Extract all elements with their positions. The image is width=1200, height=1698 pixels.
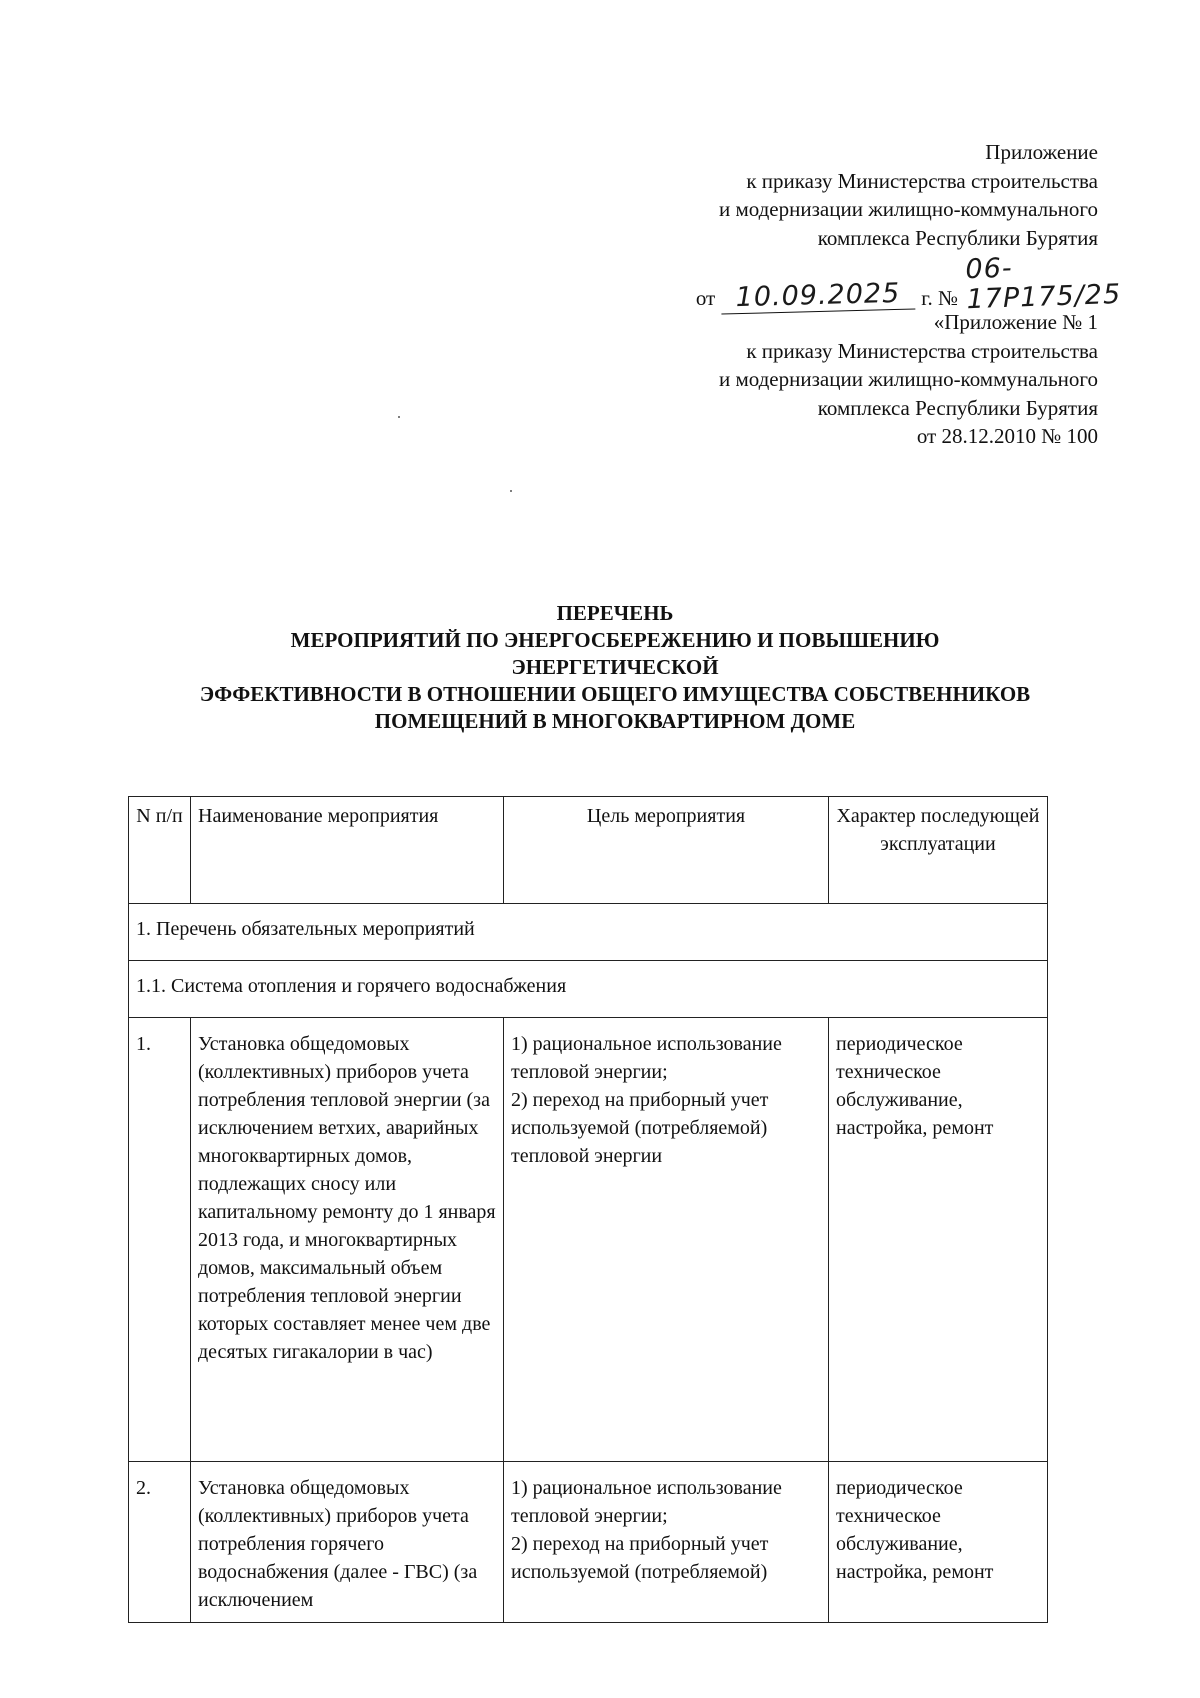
column-header-character: Характер последующей эксплуатации [829, 797, 1048, 904]
subsection-title: 1.1. Система отопления и горячего водоснабжения [129, 961, 1048, 1018]
document-title [100, 600, 1130, 735]
order-date-number-line [695, 252, 1122, 316]
goal-item: 1) рациональное использование тепловой энергии; [511, 1477, 782, 1527]
handwritten-order-number: 06-17Р175/25 [964, 252, 1122, 316]
title-line: ЭНЕРГЕТИЧЕСКОЙ [511, 655, 719, 679]
row-character: периодическое техническое обслуживание, настройка, ремонт [829, 1018, 1048, 1462]
row-measure-name: Установка общедомовых (коллективных) приборов учета потребления тепловой энергии (за исключением ветхих, аварийных многоквартирных домов, подлежащих сносу или капитальному ремонту до 1 января 2013 года, и многоквартирных домов, максимальный объем потребления тепловой энергии которых составляет менее чем две десятых гигакалории в час) [191, 1018, 504, 1462]
header-line: комплекса Республики Бурятия [817, 225, 1098, 250]
scan-speck [510, 490, 512, 492]
goal-item: 2) переход на приборный учет используемой (потребляемой) тепловой энергии [511, 1089, 769, 1167]
section-title: 1. Перечень обязательных мероприятий [129, 904, 1048, 961]
number-prefix: г. № [921, 285, 958, 310]
header-line: от 28.12.2010 № 100 [916, 424, 1098, 448]
date-prefix: от [695, 285, 716, 310]
title-line: ЭФФЕКТИВНОСТИ В ОТНОШЕНИИ ОБЩЕГО ИМУЩЕСТВА СОБСТВЕННИКОВ [199, 682, 1031, 706]
header-line: комплекса Республики Бурятия [817, 395, 1098, 420]
row-goal [504, 1018, 829, 1462]
column-header-name: Наименование мероприятия [191, 797, 504, 904]
table-row [129, 1462, 1048, 1623]
header-line: и модернизации жилищно-коммунального [718, 367, 1098, 391]
goal-item: 1) рациональное использование тепловой энергии; [511, 1033, 782, 1083]
row-character: периодическое техническое обслуживание, настройка, ремонт [829, 1462, 1048, 1623]
handwritten-date: 10.09.2025 [721, 278, 916, 314]
header-line: к приказу Министерства строительства [746, 338, 1098, 363]
row-number: 1. [129, 1018, 191, 1462]
measures-table [128, 796, 1048, 1623]
section-row [129, 904, 1048, 961]
header-line: к приказу Министерства строительства [746, 168, 1098, 193]
column-header-number: N п/п [129, 797, 191, 904]
goal-item: 2) переход на приборный учет используемой (потребляемой) [511, 1533, 769, 1583]
appendix-header-original [719, 308, 1098, 451]
table-header-row [129, 797, 1048, 904]
title-line: ПОМЕЩЕНИЙ В МНОГОКВАРТИРНОМ ДОМЕ [374, 709, 856, 733]
header-line: «Приложение № 1 [933, 310, 1098, 334]
title-line: МЕРОПРИЯТИЙ ПО ЭНЕРГОСБЕРЕЖЕНИЮ И ПОВЫШЕНИЮ [290, 628, 940, 652]
column-header-goal: Цель мероприятия [504, 797, 829, 904]
row-measure-name: Установка общедомовых (коллективных) приборов учета потребления горячего водоснабжения (далее - ГВС) (за исключением [191, 1462, 504, 1623]
title-line: ПЕРЕЧЕНЬ [556, 601, 674, 625]
appendix-header-current [695, 138, 1122, 316]
header-line: Приложение [985, 140, 1098, 164]
table-row [129, 1018, 1048, 1462]
row-number: 2. [129, 1462, 191, 1623]
scan-speck [398, 416, 400, 418]
header-line: и модернизации жилищно-коммунального [718, 197, 1098, 221]
row-goal [504, 1462, 829, 1623]
subsection-row [129, 961, 1048, 1018]
